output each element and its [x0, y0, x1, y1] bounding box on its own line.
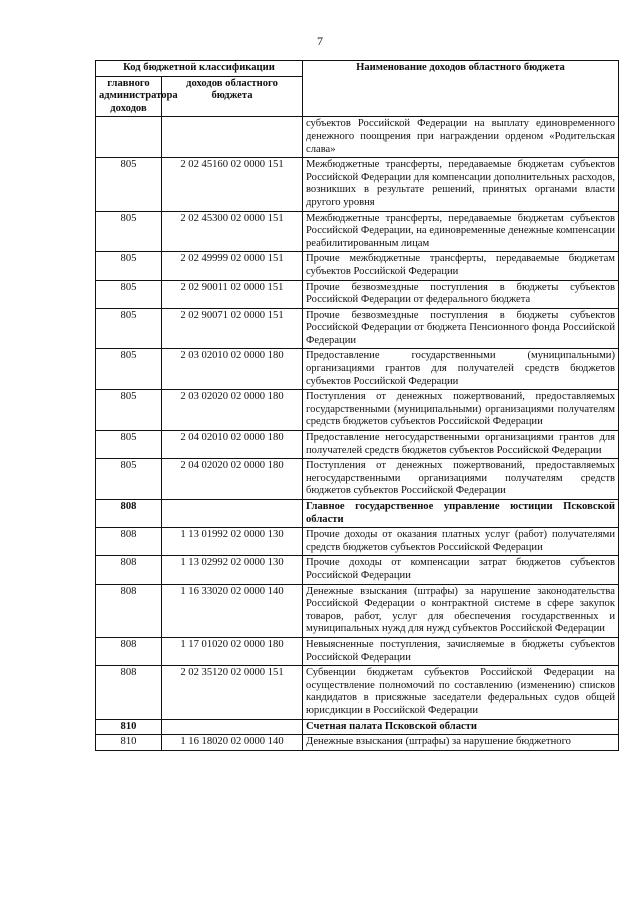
income-name-cell: Денежные взыскания (штрафы) за нарушение законодательства Российской Федерации о контрактной системе в сфере закупок товаров, работ, услуг для обеспечения государственных и муниципальных нужд для нужд субъектов Российской Федерации [303, 584, 619, 637]
table-row [96, 158, 619, 211]
admin-code-cell: 805 [96, 252, 162, 280]
header-code-group: Код бюджетной классификации [96, 61, 303, 77]
table-row [96, 390, 619, 431]
income-name-cell: Предоставление негосударственными организациями грантов для получателей средств бюджетов субъектов Российской Федерации [303, 431, 619, 459]
table-row [96, 719, 619, 735]
income-name-cell: Прочие доходы от оказания платных услуг (работ) получателями средств бюджетов субъектов Российской Федерации [303, 528, 619, 556]
admin-code-cell: 805 [96, 308, 162, 349]
table-row [96, 349, 619, 390]
income-name-cell: Поступления от денежных пожертвований, предоставляемых негосударственными организациями получателям средств бюджетов субъектов Российской Федерации [303, 459, 619, 500]
header-name [303, 61, 619, 117]
income-code-cell: 2 04 02010 02 0000 180 [162, 431, 303, 459]
income-code-cell [162, 117, 303, 158]
income-name-cell: Прочие безвозмездные поступления в бюджеты субъектов Российской Федерации от федерального бюджета [303, 280, 619, 308]
income-name-cell: Субвенции бюджетам субъектов Российской Федерации на осуществление полномочий по составлению (изменению) списков кандидатов в присяжные заседатели федеральных судов общей юрисдикции в Российской Федерации [303, 666, 619, 719]
table-row [96, 308, 619, 349]
income-name-cell: Прочие межбюджетные трансферты, передаваемые бюджетам субъектов Российской Федерации [303, 252, 619, 280]
admin-code-cell: 805 [96, 158, 162, 211]
page-number: 7 [317, 34, 323, 48]
income-name-cell: Межбюджетные трансферты, передаваемые бюджетам субъектов Российской Федерации, на единовременные денежные компенсации реабилитированным лицам [303, 211, 619, 252]
income-name-cell: Невыясненные поступления, зачисляемые в бюджеты субъектов Российской Федерации [303, 637, 619, 665]
table-row [96, 500, 619, 528]
income-code-cell: 1 13 02992 02 0000 130 [162, 556, 303, 584]
table-row [96, 459, 619, 500]
table-body [96, 117, 619, 750]
header-admin: главного администратора доходов [96, 76, 162, 117]
header-income: доходов областного бюджета [162, 76, 303, 117]
admin-code-cell: 805 [96, 431, 162, 459]
table-row [96, 637, 619, 665]
income-code-cell: 2 02 35120 02 0000 151 [162, 666, 303, 719]
income-name-cell: Денежные взыскания (штрафы) за нарушение бюджетного [303, 735, 619, 751]
admin-code-cell: 805 [96, 459, 162, 500]
income-name-cell: Прочие безвозмездные поступления в бюджеты субъектов Российской Федерации от бюджета Пенсионного фонда Российской Федерации [303, 308, 619, 349]
admin-code-cell [96, 117, 162, 158]
income-name-cell: Счетная палата Псковской области [303, 719, 619, 735]
income-name-cell: Прочие доходы от компенсации затрат бюджетов субъектов Российской Федерации [303, 556, 619, 584]
income-code-cell [162, 719, 303, 735]
income-name-cell: Межбюджетные трансферты, передаваемые бюджетам субъектов Российской Федерации для компенсации дополнительных расходов, возникших в результате решений, принятых органами власти другого уровня [303, 158, 619, 211]
income-code-cell: 1 16 33020 02 0000 140 [162, 584, 303, 637]
income-name-cell: Главное государственное управление юстиции Псковской области [303, 500, 619, 528]
admin-code-cell: 810 [96, 719, 162, 735]
income-name-cell: Предоставление государственными (муниципальными) организациями грантов для получателей средств бюджетов субъектов Российской Федерации [303, 349, 619, 390]
table-row [96, 280, 619, 308]
income-code-cell: 2 04 02020 02 0000 180 [162, 459, 303, 500]
admin-code-cell: 805 [96, 280, 162, 308]
admin-code-cell: 808 [96, 528, 162, 556]
table-row [96, 584, 619, 637]
admin-code-cell: 805 [96, 211, 162, 252]
admin-code-cell: 808 [96, 556, 162, 584]
table-row [96, 252, 619, 280]
income-code-cell: 2 02 49999 02 0000 151 [162, 252, 303, 280]
income-code-cell: 1 16 18020 02 0000 140 [162, 735, 303, 751]
admin-code-cell: 808 [96, 666, 162, 719]
income-code-cell: 2 02 90071 02 0000 151 [162, 308, 303, 349]
income-code-cell: 2 03 02020 02 0000 180 [162, 390, 303, 431]
income-code-cell: 1 17 01020 02 0000 180 [162, 637, 303, 665]
income-name-cell: субъектов Российской Федерации на выплату единовременного денежного поощрения при награждении орденом «Родительская слава» [303, 117, 619, 158]
admin-code-cell: 808 [96, 637, 162, 665]
admin-code-cell: 808 [96, 500, 162, 528]
table-row [96, 528, 619, 556]
table-row [96, 735, 619, 751]
budget-classification-table [95, 60, 619, 751]
header-name-text: Наименование доходов областного бюджета [356, 62, 565, 73]
admin-code-cell: 808 [96, 584, 162, 637]
admin-code-cell: 810 [96, 735, 162, 751]
table-row [96, 211, 619, 252]
income-code-cell: 2 02 90011 02 0000 151 [162, 280, 303, 308]
admin-code-cell: 805 [96, 390, 162, 431]
table-row [96, 117, 619, 158]
table-row [96, 556, 619, 584]
income-code-cell: 2 03 02010 02 0000 180 [162, 349, 303, 390]
income-code-cell: 1 13 01992 02 0000 130 [162, 528, 303, 556]
income-name-cell: Поступления от денежных пожертвований, предоставляемых государственными (муниципальными) организациями получателям средств бюджетов субъектов Российской Федерации [303, 390, 619, 431]
admin-code-cell: 805 [96, 349, 162, 390]
income-code-cell [162, 500, 303, 528]
table-row [96, 431, 619, 459]
table-row [96, 666, 619, 719]
income-code-cell: 2 02 45160 02 0000 151 [162, 158, 303, 211]
income-code-cell: 2 02 45300 02 0000 151 [162, 211, 303, 252]
